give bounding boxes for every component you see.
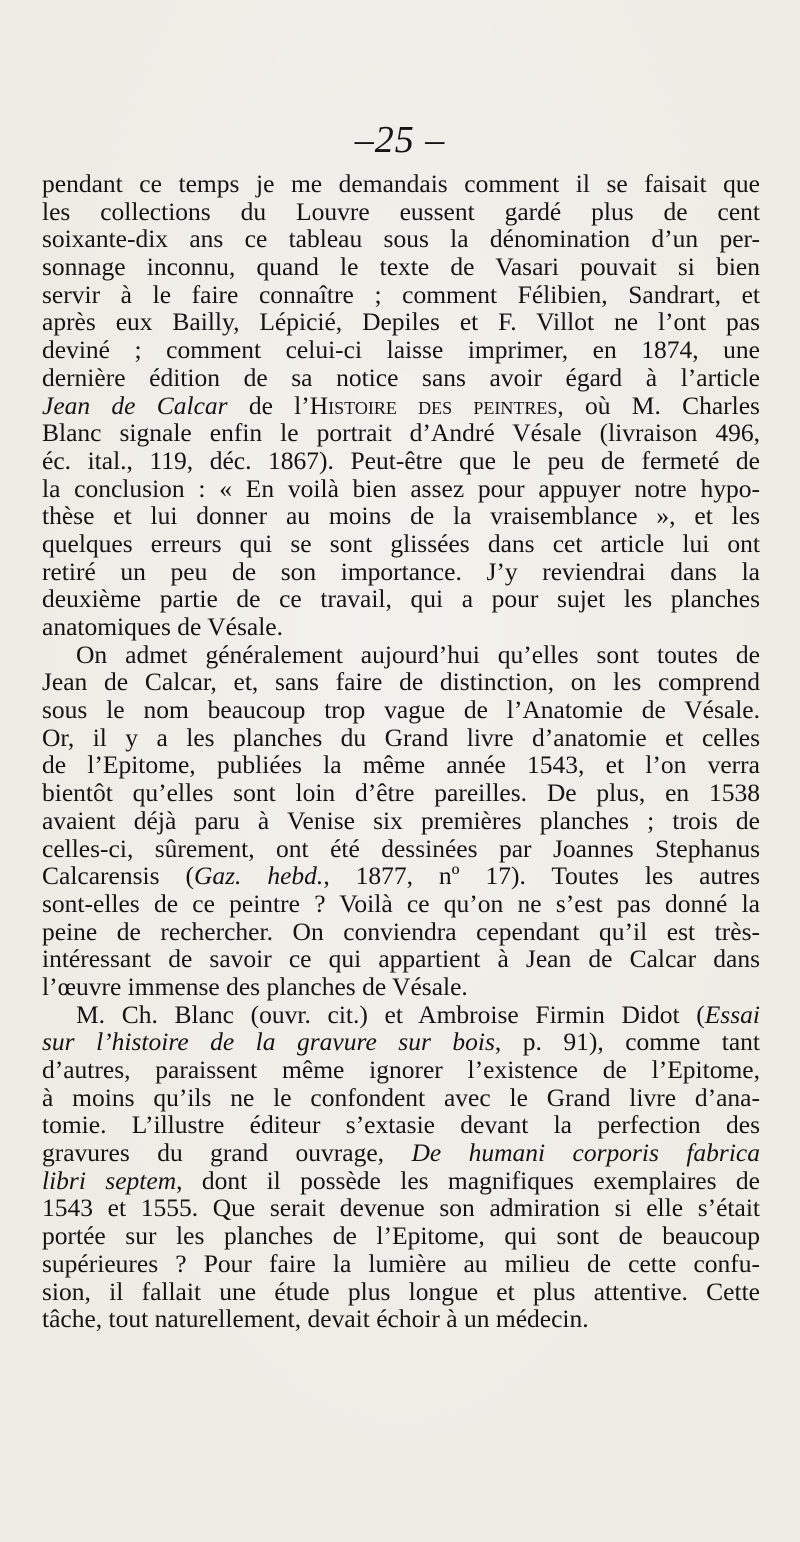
text-line [42,1028,760,1056]
text-line: quelques erreurs qui se sont glissées dans cet article lui ont [42,528,760,558]
text-segment: M. Ch. Blanc (ouvr. cit.) et Ambroise Firmin Didot ( [76,999,705,1029]
text-segment: de l’ [227,390,310,420]
text-line: Jean de Calcar, et, sans faire de distinction, on les comprend [42,667,760,697]
small-caps-text: Histoire des peintres [309,390,558,420]
text-line: intéressant de savoir ce qui appartient à Jean de Calcar dans [42,944,760,974]
text-line: l’œuvre immense des planches de Vésale. [42,971,468,1001]
text-line: deuxième partie de ce travail, qui a pour sujet les planches [42,584,760,614]
text-line: bientôt qu’elles sont loin d’être pareilles. De plus, en 1538 [42,778,760,808]
text-line: sous le nom beaucoup trop vague de l’Anatomie de Vésale. [42,695,760,725]
italic-text: libri septem [42,1165,177,1195]
text-line: dernière édition de sa notice sans avoir égard à l’article [42,362,760,392]
text-line: tâche, tout naturellement, devait échoir à un médecin. [42,1304,589,1334]
text-line: Blanc signale enfin le portrait d’André Vésale (livraison 496, [42,418,760,448]
italic-text: De humani corporis fabrica [411,1138,760,1168]
body-text [42,170,760,1333]
text-line: supérieures ? Pour faire la lumière au milieu de cette confu- [42,1248,760,1278]
text-line: soixante-dix ans ce tableau sous la dénomination d’un per- [42,224,760,254]
text-line: celles-ci, sûrement, ont été dessinées par Joannes Stephanus [42,833,760,863]
text-line [42,1139,760,1167]
text-line [42,1001,760,1029]
text-segment: Calcarensis ( [42,861,194,891]
text-line: d’autres, paraissent même ignorer l’existence de l’Epitome, [42,1055,760,1084]
text-line: 1543 et 1555. Que serait devenue son admiration si elle s’était [42,1193,760,1223]
text-line: avaient déjà paru à Venise six premières planches ; trois de [42,805,760,835]
text-line: la conclusion : « En voilà bien assez pour appuyer notre hypo- [42,473,760,503]
text-line: Or, il y a les planches du Grand livre d’anatomie et celles [42,722,760,752]
text-line: à moins qu’ils ne le confondent avec le Grand livre d’ana- [42,1082,760,1112]
text-line: sont-elles de ce peintre ? Voilà ce qu’on ne s’est pas donné la [42,888,760,918]
text-segment: , p. 91), comme tant [494,1027,760,1057]
text-line: anatomiques de Vésale. [42,612,283,641]
text-line [42,862,760,890]
text-line: tomie. L’illustre éditeur s’extasie devant la perfection des [42,1110,760,1140]
text-line: éc. ital., 119, déc. 1867). Peut-être que le peu de fermeté de [42,445,760,475]
text-line: sion, il fallait une étude plus longue et plus attentive. Cette [42,1276,760,1306]
text-segment: , dont il possède les magnifiques exemplaires de [176,1165,760,1195]
italic-text: Gaz. hebd. [193,861,324,891]
text-segment: , 1877, nº 17). Toutes les autres [323,861,761,891]
text-line: après eux Bailly, Lépicié, Depiles et F. Villot ne l’ont pas [42,307,760,337]
text-segment: , où M. Charles [557,390,760,420]
italic-text: Essai [704,999,760,1029]
text-line: deviné ; comment celui-ci laisse imprimer, en 1874, une [42,335,760,365]
text-line: On admet généralement aujourd’hui qu’elles sont toutes de [76,639,760,669]
text-line: de l’Epitome, publiées la même année 1543, et l’on verra [42,750,760,780]
italic-text: Jean de Calcar [42,390,228,420]
text-line: sonnage inconnu, quand le texte de Vasari pouvait si bien [42,252,760,282]
text-line: thèse et lui donner au moins de la vraisemblance », et les [42,501,760,531]
text-line: les collections du Louvre eussent gardé plus de cent [42,196,760,226]
page-number: –25 – [354,119,446,161]
text-line: peine de rechercher. On conviendra cependant qu’il est très- [42,916,760,946]
text-line: retiré un peu de son importance. J’y reviendrai dans la [42,556,760,586]
text-line [42,392,760,420]
text-line [42,1167,760,1195]
text-line: pendant ce temps je me demandais comment il se faisait que [42,169,760,198]
text-line: portée sur les planches de l’Epitome, qui sont de beaucoup [42,1221,760,1251]
italic-text: sur l’histoire de la gravure sur bois [42,1027,495,1057]
text-segment: gravures du grand ouvrage, [42,1138,412,1168]
text-line: servir à le faire connaître ; comment Félibien, Sandrart, et [42,279,760,309]
